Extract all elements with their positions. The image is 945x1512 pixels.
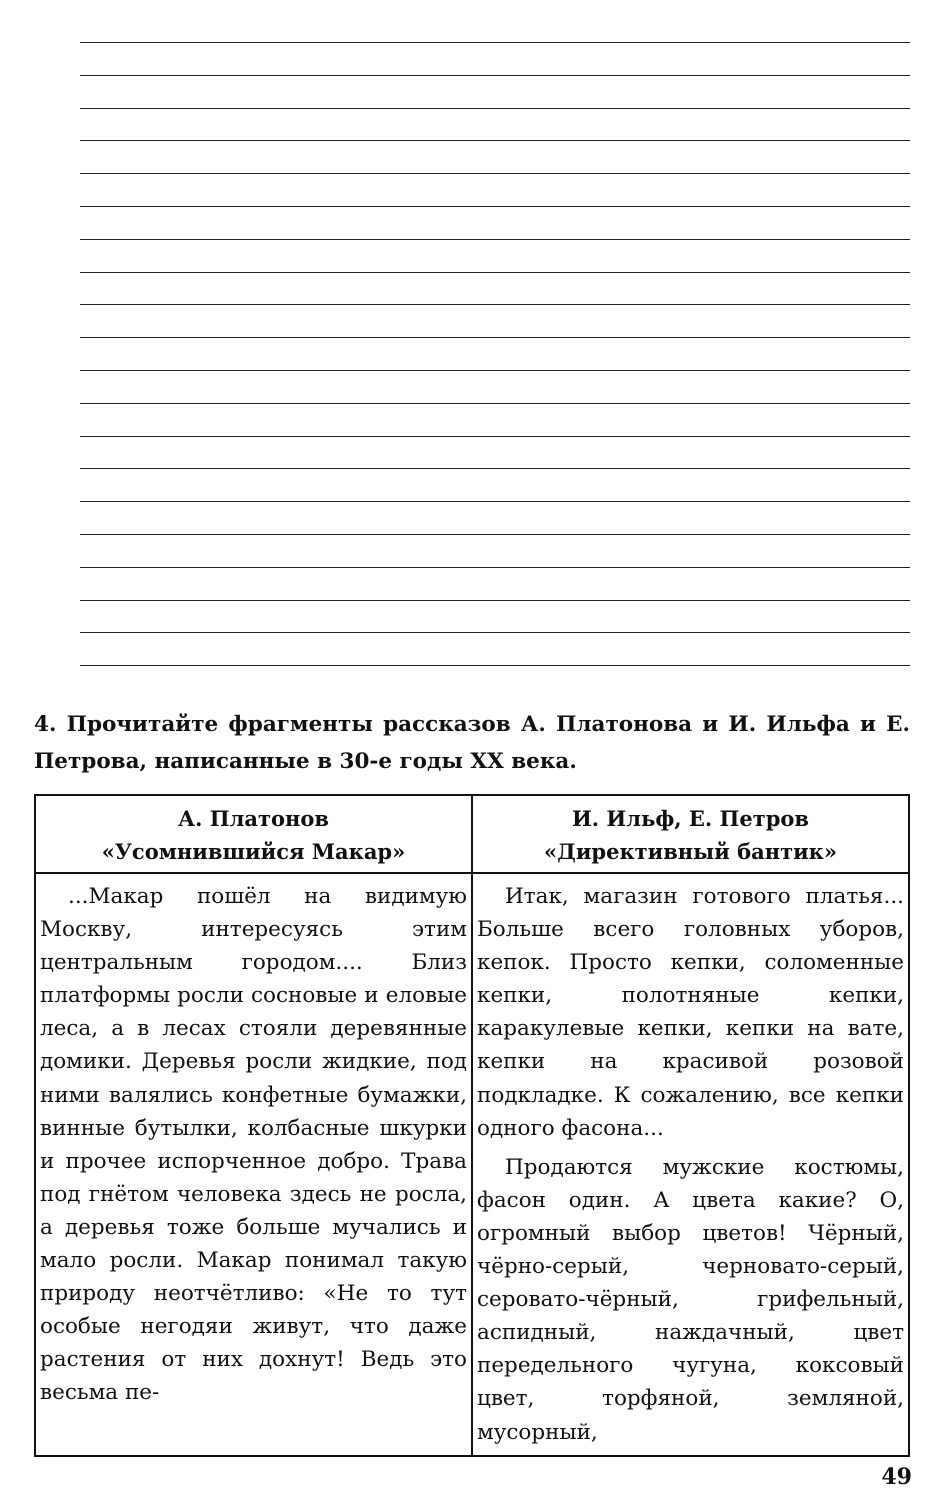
ilf-petrov-story-title: «Директивный бантик» [544, 839, 837, 864]
answer-line[interactable] [80, 337, 910, 338]
fragments-table [34, 794, 910, 1457]
answer-line[interactable] [80, 75, 910, 76]
ilf-petrov-author: И. Ильф, Е. Петров [571, 806, 810, 831]
table-header-row [35, 795, 909, 873]
answer-line[interactable] [80, 304, 910, 305]
platonov-story-title: «Усомнившийся Макар» [101, 839, 406, 864]
answer-line[interactable] [80, 534, 910, 535]
answer-line[interactable] [80, 108, 910, 109]
ilf-petrov-fragment-cell [472, 873, 909, 1456]
answer-line[interactable] [80, 665, 910, 666]
answer-line[interactable] [80, 600, 910, 601]
answer-line[interactable] [80, 567, 910, 568]
answer-line[interactable] [80, 436, 910, 437]
ilf-petrov-paragraph-2: Продаются мужские костюмы, фасон один. А цвета какие? О, огромный выбор цветов! Чёрный, чёрно-серый, черновато-серый, серовато-чёрный, грифельный, аспидный, наждачный, цвет передельного чугуна, коксовый цвет, торфяной, земляной, мусорный, [477, 1154, 904, 1445]
platonov-paragraph: ...Макар пошёл на видимую Москву, интересуясь этим центральным городом.... Близ платформы росли сосновые и еловые леса, а в лесах стояли деревянные домики. Деревья росли жидкие, под ними валялись конфетные бумажки, винные бутылки, колбасные шкурки и прочее испорченное добро. Трава под гнётом человека здесь не росла, а деревья тоже больше мучались и мало росли. Макар понимал такую природу неотчётливо: «Не то тут особые негодяи живут, что даже растения от них дохнут! Ведь это весьма пе- [40, 884, 467, 1406]
answer-line[interactable] [80, 140, 910, 141]
platonov-fragment-cell [35, 873, 472, 1456]
platonov-author: А. Платонов [178, 806, 329, 831]
answer-line[interactable] [80, 501, 910, 502]
page-number: 49 [881, 1464, 912, 1490]
left-column-header [35, 795, 472, 873]
answer-line[interactable] [80, 632, 910, 633]
answer-line[interactable] [80, 239, 910, 240]
answer-line[interactable] [80, 370, 910, 371]
right-column-header [472, 795, 909, 873]
answer-line[interactable] [80, 468, 910, 469]
table-body-row [35, 873, 909, 1456]
task-4-text: 4. Прочитайте фрагменты рассказов А. Платонова и И. Ильфа и Е. Петрова, написанные в 30-е годы XX века. [34, 712, 910, 774]
answer-line[interactable] [80, 403, 910, 404]
answer-line[interactable] [80, 206, 910, 207]
answer-line[interactable] [80, 42, 910, 43]
answer-line[interactable] [80, 173, 910, 174]
ilf-petrov-paragraph-1: Итак, магазин готового платья... Больше всего головных уборов, кепок. Просто кепки, соломенные кепки, полотняные кепки, каракулевые кепки, кепки на вате, кепки на красивой розовой подкладке. К сожалению, все кепки одного фасона... [477, 884, 904, 1141]
answer-line[interactable] [80, 272, 910, 273]
